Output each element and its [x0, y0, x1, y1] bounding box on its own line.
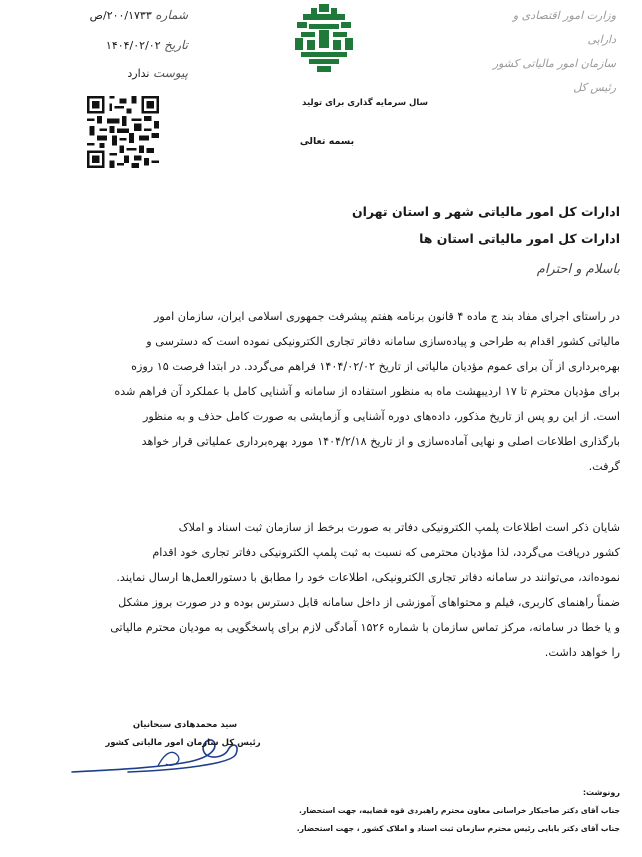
org-line-head: رئیس کل — [573, 81, 616, 94]
cc-item: جناب آقای دکتر بابایی رئیس محترم سازمان ثبت اسناد و املاک کشور ، جهت استحضار. — [296, 824, 620, 833]
letter-date — [48, 38, 188, 52]
qr-code-icon — [87, 96, 159, 168]
paragraph-line: و یا خطا در سامانه، مرکز تماس سازمان با شماره ۱۵۲۶ آمادگی لازم برای پاسخگویی به مودیان محترم مالیاتی — [110, 621, 620, 634]
org-line-ministry: وزارت امور اقتصادی و دارایی — [512, 9, 616, 46]
date-label: تاریخ — [164, 38, 188, 52]
paragraph-line: در راستای اجرای مفاد بند ج ماده ۴ قانون برنامه هفتم پیشرفت جمهوری اسلامی ایران، سازمان امور — [153, 310, 620, 323]
paragraph-line: بهره‌برداری از آن برای عموم مؤدیان مالیاتی از تاریخ ۱۴۰۴/۰۲/۰۲ فراهم می‌گردد. در ابتدا فرصت ۱۵ روزه — [131, 360, 620, 373]
year-slogan: سال سرمایه گذاری برای تولید — [302, 98, 428, 108]
organization-heading — [486, 4, 616, 100]
cc-item: جناب آقای دکتر صاحبکار خراسانی معاون محترم راهبردی قوه قضاییه، جهت استحضار. — [299, 806, 620, 815]
letter-attachment — [48, 66, 188, 80]
attachment-value: ندارد — [127, 67, 150, 80]
signatory-title: رئیس کل سازمان امور مالیاتی کشور — [105, 738, 261, 748]
signatory-name: سید محمدهادی سبحانیان — [132, 720, 238, 730]
paragraph-line: کشور دریافت می‌گردد، لذا مؤدیان محترمی که نسبت به ثبت پلمپ الکترونیکی دفاتر تجاری خود اقدام — [152, 546, 620, 559]
paragraph-line: شایان ذکر است اطلاعات پلمپ الکترونیکی دفاتر به صورت برخط از سازمان ثبت اسناد و املاک — [178, 521, 620, 534]
number-label: شماره — [155, 8, 188, 22]
org-line-organization: سازمان امور مالیاتی کشور — [492, 57, 616, 70]
number-value: ۲۰۰/۱۷۳۳/ص — [89, 9, 152, 22]
attachment-label: پیوست — [153, 66, 188, 80]
recipient-line: ادارات کل امور مالیاتی شهر و استان تهران — [351, 204, 620, 219]
paragraph-line: ضمناً راهنمای کاربری، فیلم و محتواهای آموزشی از داخل سامانه قابل دسترس بوده و در صورت بروز مشکل — [118, 596, 620, 609]
body-paragraph — [20, 515, 620, 665]
paragraph-line: مالیاتی کشور اقدام به طراحی و پیاده‌سازی سامانه دفاتر تجاری الکترونیکی نموده است که دسترسی و — [146, 335, 620, 348]
recipient-line: ادارات کل امور مالیاتی استان ها — [419, 231, 620, 246]
paragraph-line: گرفت. — [588, 460, 620, 473]
body-paragraph — [20, 304, 620, 479]
cc-heading: رونوشت: — [582, 788, 620, 797]
tax-organization-logo-icon — [293, 4, 355, 74]
greeting: باسلام و احترام — [536, 262, 620, 277]
date-value: ۱۴۰۴/۰۲/۰۲ — [105, 39, 161, 52]
paragraph-line: بارگذاری اطلاعات اصلی و نهایی آماده‌سازی و از تاریخ ۱۴۰۴/۲/۱۸ مورد بهره‌برداری عملیاتی قرار خواهد — [141, 435, 620, 448]
letter-number — [48, 8, 188, 22]
paragraph-line: نموده‌اند، می‌توانند در سامانه دفاتر تجاری الکترونیکی، اطلاعات خود را مطابق با دستورالعمل‌ها ارسال نمایند. — [116, 571, 620, 584]
paragraph-line: برای مؤدیان محترم تا ۱۷ اردیبهشت ماه به منظور استفاده از سامانه و آشنایی کامل با عملکرد آن فراهم شده — [114, 385, 620, 398]
paragraph-line: است. از این رو پس از تاریخ مذکور، داده‌های دوره آشنایی و آزمایشی به صورت کامل حذف و به منظور — [142, 410, 620, 423]
paragraph-line: را خواهد داشت. — [544, 646, 620, 659]
basmala: بسمه تعالی — [299, 136, 355, 147]
